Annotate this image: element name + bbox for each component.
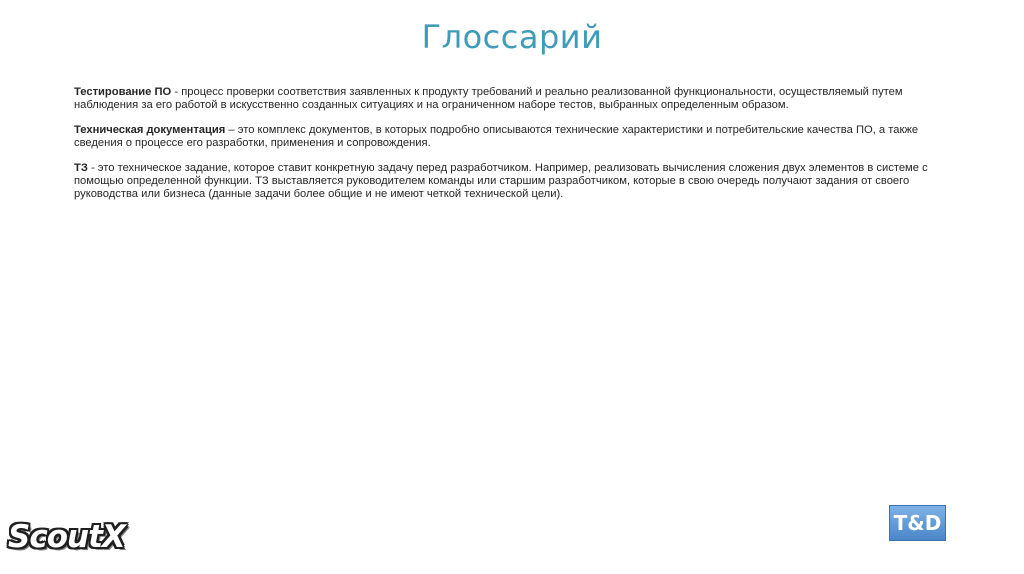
glossary-term: ТЗ — [74, 162, 88, 175]
glossary-definition: – это комплекс документов, в которых подробно описываются технические характеристики и потребительские качества ПО, а также сведения о процессе его разработки, применения и сопровождения. — [74, 124, 919, 149]
glossary-body — [74, 86, 954, 213]
glossary-definition: - это техническое задание, которое ставит конкретную задачу перед разработчиком. Например, реализовать вычисления сложения двух элементов в системе с помощью определенной функции. ТЗ выставляется руководителем команды или старшим разработчиком, которые в свою очередь получают задания от своего руководства или бизнеса (данные задачи более общие и не имеют четкой технической цели). — [74, 162, 928, 200]
glossary-definition: - процесс проверки соответствия заявленных к продукту требований и реально реализованной функциональности, осуществляемый путем наблюдения за его работой в искусственно созданных ситуациях и на ограниченном наборе тестов, выбранных определенным образом. — [74, 86, 903, 111]
glossary-term: Тестирование ПО — [74, 86, 172, 98]
scoutx-logo: ScoutX — [8, 519, 125, 555]
glossary-entry-tz — [74, 162, 954, 200]
td-logo: T&D — [889, 505, 946, 541]
glossary-term: Техническая документация — [74, 124, 226, 137]
glossary-entry-documentation — [74, 124, 954, 149]
slide-title: Глоссарий — [421, 18, 603, 56]
glossary-entry-testing — [74, 86, 954, 111]
